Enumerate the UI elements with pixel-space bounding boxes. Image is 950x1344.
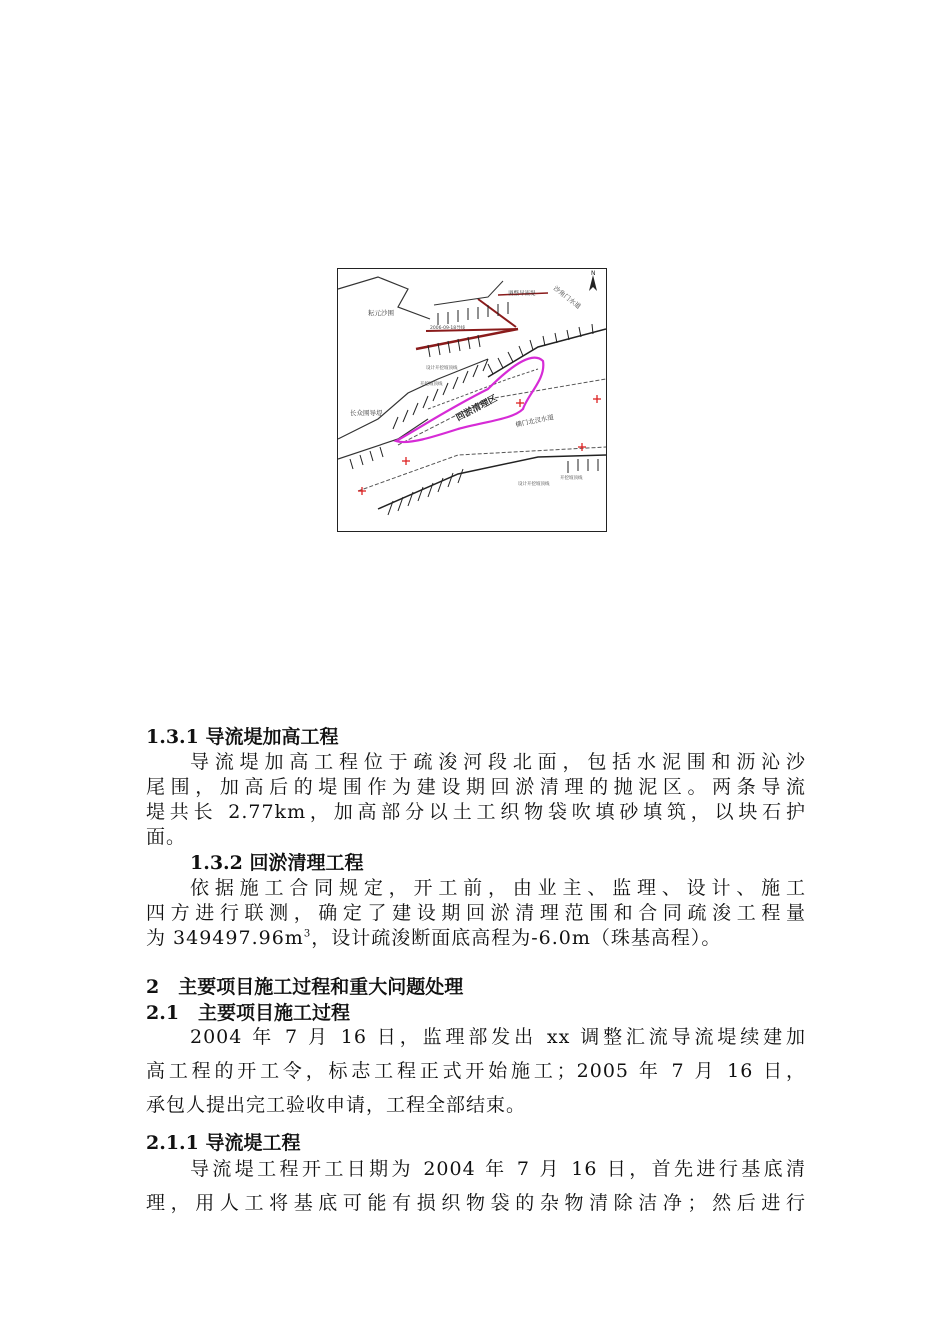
heading-2: 2 主要项目施工过程和重大问题处理: [146, 976, 464, 998]
map-label-l2: 设计开挖坡顶线: [426, 366, 458, 371]
dike-line-1: [416, 329, 518, 349]
heading-2-1-1: 2.1.1 导流堤工程: [146, 1132, 301, 1154]
paragraph-2-1: [146, 1022, 806, 1124]
paragraph-1-3-1: [146, 747, 806, 847]
text-line: 依据施工合同规定，开工前，由业主、监理、设计、施工: [190, 877, 806, 899]
text-line: 高工程的开工令，标志工程正式开始施工；2005 年 7 月 16 日，: [146, 1060, 806, 1082]
elevation-text: ，设计疏浚断面底高程为-6.0m（珠基高程）。: [311, 927, 722, 949]
map-label-l3: 开挖坡顶线: [420, 382, 443, 387]
paragraph-1-3-2: [146, 873, 806, 948]
text-line: 理，用人工将基底可能有损织物袋的杂物清除洁净；然后进行: [146, 1192, 806, 1214]
map-label-channel-main: 横门北汊水道: [514, 413, 555, 429]
text-line: [146, 923, 806, 948]
reclamation-zone-outline: [396, 358, 543, 442]
map-label-channel-top: 沙角门水道: [551, 284, 583, 311]
map-label-l4: 设计开挖坡顶线: [518, 482, 550, 487]
heading-2-1: 2.1 主要项目施工过程: [146, 1002, 351, 1024]
text-line: 导流堤加高工程位于疏浚河段北面，包括水泥围和沥沁沙: [190, 751, 806, 773]
superscript: 3: [303, 928, 312, 940]
volume-text: 为 349497.96m: [146, 927, 304, 949]
map-label-left-area: 耘元沙围: [368, 309, 394, 317]
heading-1-3-1: 1.3.1 导流堤加高工程: [146, 726, 339, 748]
text-line: 堤共长 2.77km，加高部分以土工织物袋吹填砂填筑，以块石护: [146, 801, 806, 823]
text-line: 承包人提出完工验收申请，工程全部结束。: [146, 1094, 527, 1116]
heading-1-3-2: 1.3.2 回淤清理工程: [190, 852, 364, 874]
text-line: 尾围，加高后的堤围作为建设期回淤清理的抛泥区。两条导流: [146, 776, 806, 798]
north-arrow-icon: [589, 270, 597, 291]
map-label-l5: 开挖坡顶线: [560, 476, 583, 481]
text-line: 面。: [146, 826, 187, 848]
text-line: 2004 年 7 月 16 日，监理部发出 xx 调整汇流导流堤续建加: [190, 1026, 806, 1048]
map-label-dike: 长众围导堤: [350, 409, 383, 417]
north-label: N: [591, 270, 596, 277]
paragraph-2-1-1: [146, 1154, 806, 1222]
text-line: 导流堤工程开工日期为 2004 年 7 月 16 日，首先进行基底清: [190, 1158, 806, 1180]
map-label-top: 调整导流堤: [508, 291, 536, 297]
site-map-figure: [337, 268, 607, 532]
map-label-zone: 回淤清理区: [454, 393, 500, 424]
text-line: 四方进行联测，确定了建设期回淤清理范围和合同疏浚工程量: [146, 902, 806, 924]
map-label-l1: 2006-09-18导线: [430, 326, 466, 331]
